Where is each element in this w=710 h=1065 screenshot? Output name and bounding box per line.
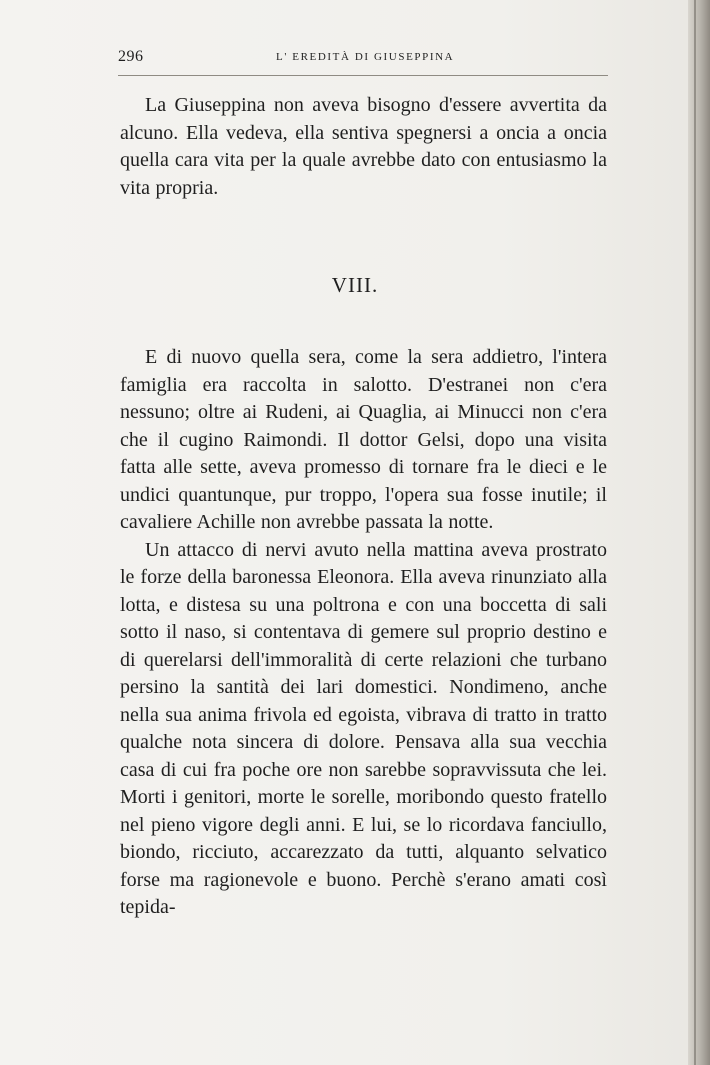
chapter-heading: VIII. — [331, 273, 379, 297]
header-rule — [118, 75, 608, 76]
chapter-body-block — [120, 344, 607, 922]
page-header — [118, 48, 608, 72]
paragraph-2: E di nuovo quella sera, come la sera addietro, l'intera famiglia era raccolta in salotto. D'estranei non c'era nessuno; oltre ai Rudeni, ai Quaglia, ai Minucci non c'era che il cugino Raimondi. Il dottor Gelsi, dopo una visita fatta alle sette, aveva promesso di tornare fra le dieci e le undici quantunque, pur troppo, l'opera sua fosse inutile; il cavaliere Achille non avrebbe passata la notte. — [120, 346, 607, 533]
page-number: 296 — [118, 48, 144, 65]
paragraph-3: Un attacco di nervi avuto nella mattina aveva prostrato le forze della baronessa Eleonora. Ella aveva rinunziato alla lotta, e distesa su una poltrona e con una boccetta di sali sotto il naso, si contentava di gemere sul proprio destino e di querelarsi dell'immoralità di certe relazioni che turbano persino la santità dei lari domestici. Nondimeno, anche nella sua anima frivola ed egoista, vibrava di tratto in tratto qualche nota sincera di dolore. Pensava alla sua vecchia casa di cui fra poche ore non sarebbe sopravvissuta che lei. Morti i genitori, morte le sorelle, moribondo questo fratello nel pieno vigore degli anni. E lui, se lo ricordava fanciullo, biondo, ricciuto, accarezzato da tutti, alquanto selvatico forse ma ragionevole e buono. Perchè s'erano amati così tepida- — [120, 538, 607, 918]
paragraph-1: La Giuseppina non aveva bisogno d'essere avvertita da alcuno. Ella vedeva, ella sentiva spegnersi a oncia a oncia quella cara vita per la quale avrebbe dato con entusiasmo la vita propria. — [120, 94, 607, 199]
opening-paragraph-block — [120, 92, 607, 202]
page-edge-shadow — [688, 0, 710, 1065]
running-title: L' EREDITÀ DI GIUSEPPINA — [276, 51, 455, 63]
